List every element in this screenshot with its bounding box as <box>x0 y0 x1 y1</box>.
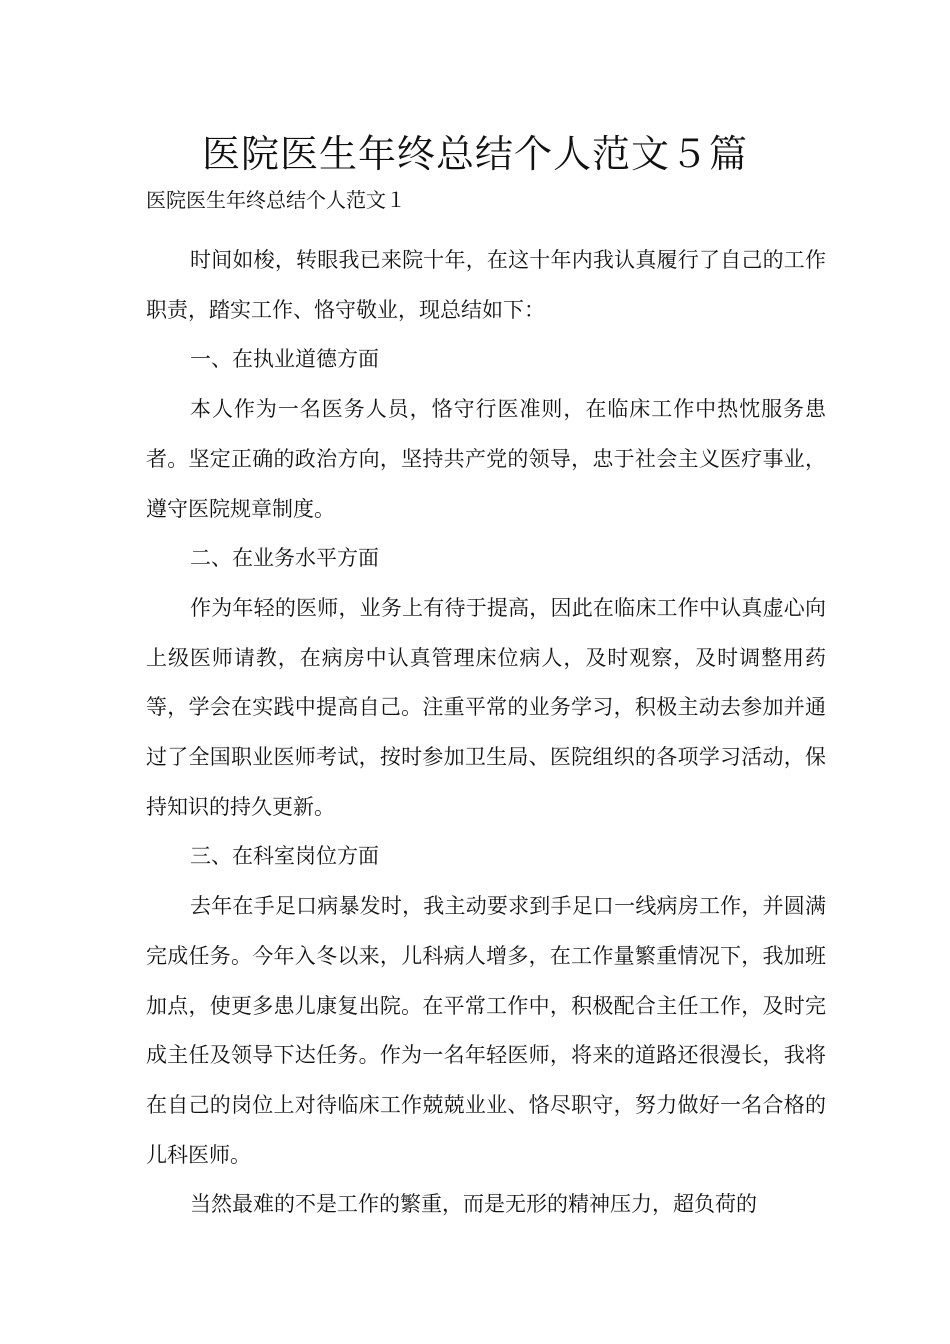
paragraph-pressure: 当然最难的不是工作的繁重，而是无形的精神压力，超负荷的 <box>190 1192 757 1217</box>
section-heading-skills: 二、在业务水平方面 <box>190 546 379 571</box>
document-title: 医院医生年终总结个人范文５篇 <box>201 132 748 176</box>
paragraph-ethics: 本人作为一名医务人员，恪守行医准则，在临床工作中热忱服务患者。坚定正确的政治方向，坚持共产党的领导，忠于社会主义医疗事业，遵守医院规章制度。 <box>146 397 826 521</box>
document-subtitle: 医院医生年终总结个人范文１ <box>146 188 406 212</box>
section-heading-department: 三、在科室岗位方面 <box>190 844 379 869</box>
paragraph-department: 去年在手足口病暴发时，我主动要求到手足口一线病房工作，并圆满完成任务。今年入冬以来，儿科病人增多，在工作量繁重情况下，我加班加点，使更多患儿康复出院。在平常工作中，积极配合主任工作，及时完成主任及领导下达任务。作为一名年轻医师，将来的道路还很漫长，我将在自己的岗位上对待临床工作兢兢业业、恪尽职守，努力做好一名合格的儿科医师。 <box>146 894 826 1167</box>
paragraph-skills: 作为年轻的医师，业务上有待于提高，因此在临床工作中认真虚心向上级医师请教，在病房中认真管理床位病人，及时观察，及时调整用药等，学会在实践中提高自己。注重平常的业务学习，积极主动去参加并通过了全国职业医师考试，按时参加卫生局、医院组织的各项学习活动，保持知识的持久更新。 <box>146 595 826 819</box>
section-heading-ethics: 一、在执业道德方面 <box>190 347 379 372</box>
paragraph-intro: 时间如梭，转眼我已来院十年，在这十年内我认真履行了自己的工作职责，踏实工作、恪守敬业，现总结如下： <box>146 248 826 322</box>
document-body <box>146 236 826 1230</box>
